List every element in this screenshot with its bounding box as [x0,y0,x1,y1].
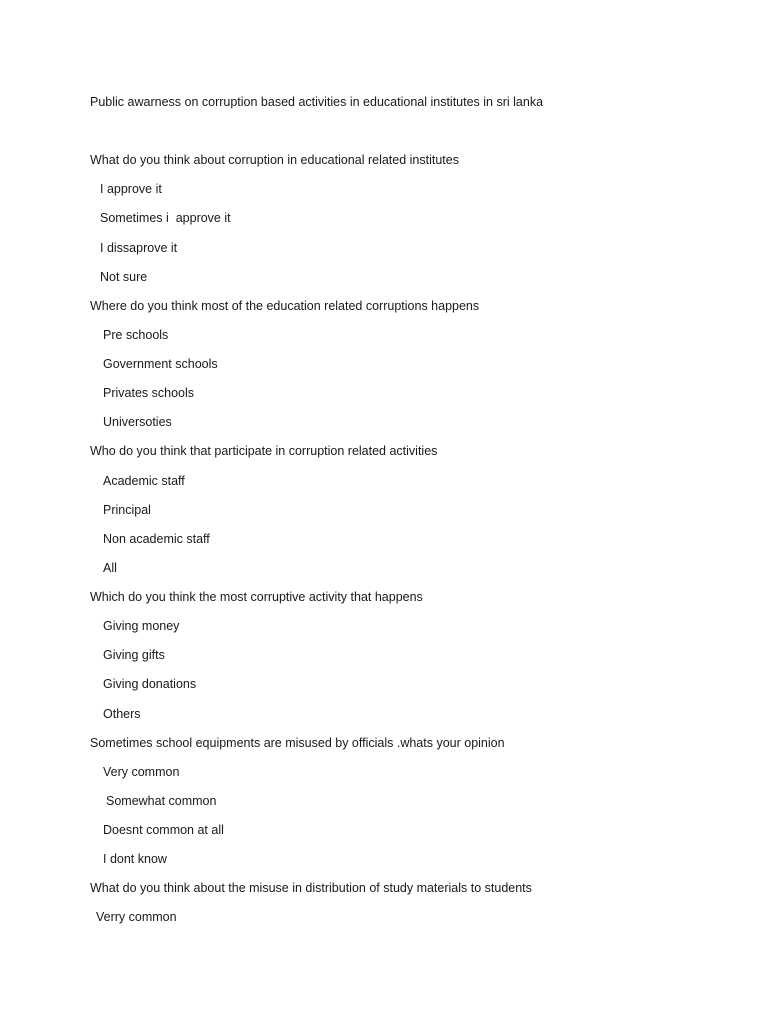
q3-option-3: Non academic staff [103,532,210,546]
question-1: What do you think about corruption in educational related institutes [90,153,459,167]
q2-option-2: Government schools [103,357,218,371]
q5-option-2: Somewhat common [106,794,217,808]
q3-option-4: All [103,561,117,575]
question-4: Which do you think the most corruptive activity that happens [90,590,423,604]
q1-option-3: I dissaprove it [100,241,178,255]
q6-option-1: Verry common [96,910,177,924]
q1-option-4: Not sure [100,270,148,284]
question-5: Sometimes school equipments are misused by officials .whats your opinion [90,736,505,750]
q2-option-3: Privates schools [103,386,195,400]
q3-option-2: Principal [103,503,151,517]
document-title: Public awarness on corruption based activities in educational institutes in sri lanka [90,95,544,109]
q5-option-3: Doesnt common at all [103,823,224,837]
q2-option-1: Pre schools [103,328,169,342]
q4-option-4: Others [103,707,141,721]
q4-option-3: Giving donations [103,677,197,691]
q3-option-1: Academic staff [103,474,185,488]
q1-option-2: Sometimes i approve it [100,211,231,225]
q5-option-4: I dont know [103,852,167,866]
q4-option-1: Giving money [103,619,180,633]
q4-option-2: Giving gifts [103,648,165,662]
question-6: What do you think about the misuse in distribution of study materials to students [90,881,532,895]
q2-option-4: Universoties [103,415,172,429]
question-2: Where do you think most of the education related corruptions happens [90,299,480,313]
q5-option-1: Very common [103,765,180,779]
q1-option-1: I approve it [100,182,162,196]
question-3: Who do you think that participate in corruption related activities [90,444,438,458]
